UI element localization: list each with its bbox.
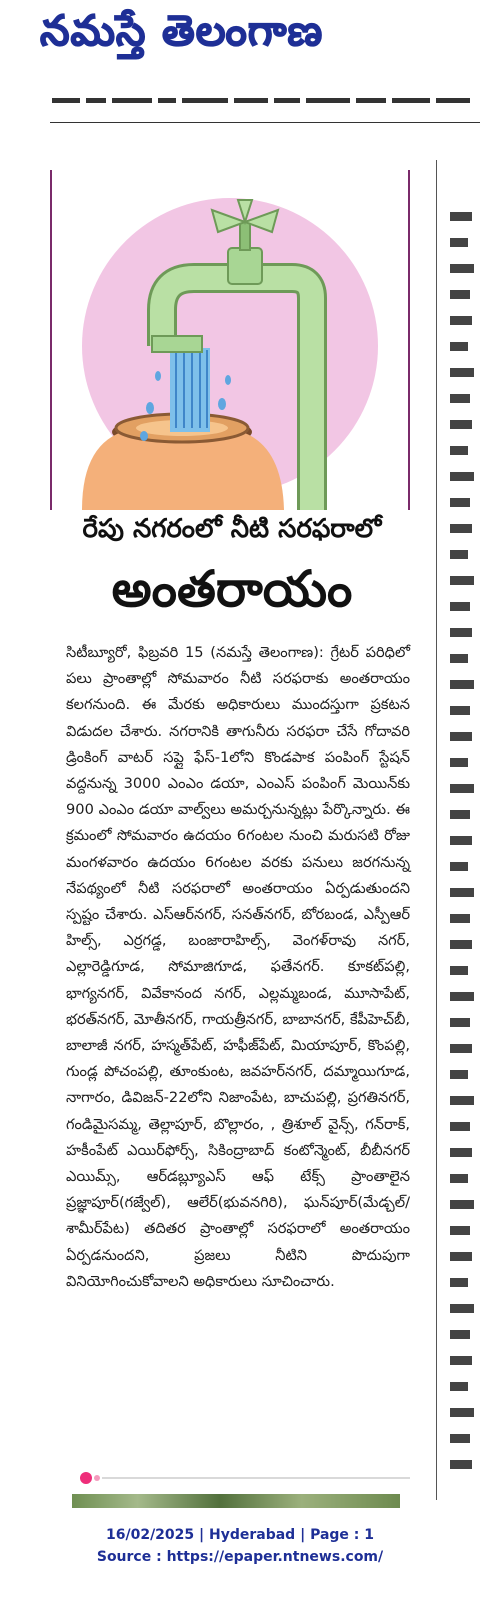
masthead <box>0 0 480 92</box>
article-kicker: రేపు నగరంలో నీటి సరఫరాలో <box>82 514 382 544</box>
newspaper-title: నమస్తే తెలంగాణ <box>40 6 324 55</box>
end-dot-icon <box>80 1472 92 1484</box>
footer-source-link[interactable]: Source : https://epaper.ntnews.com/ <box>96 1549 384 1565</box>
water-tap-icon <box>52 170 408 510</box>
end-divider-line <box>102 1477 410 1479</box>
dateline-strip-graphic <box>52 95 472 105</box>
column-divider <box>436 160 437 1500</box>
next-article-photo-edge <box>72 1494 400 1508</box>
adjacent-column-cropped <box>444 200 480 1500</box>
end-dot-small-icon <box>94 1475 100 1481</box>
article-headline: అంతరాయం <box>111 560 353 618</box>
article-body: సిటీబ్యూరో, ఫిబ్రవరి 15 (నమస్తే తెలంగాణ): గ్రేటర్ పరిధిలో పలు ప్రాంతాల్లో సోమవారం నీటి సరఫరాకు అంతరాయం కలగనుంది. ఈ మేరకు అధికారులు ముందస్తుగా ప్రకటన విడుదల చేశారు. నగరానికి తాగునీరు సరఫరా చేసే గోదావరి డ్రింకింగ్ వాటర్ సప్లై ఫేస్-1లోని కొండపాక పంపింగ్ స్టేషన్ వద్దనున్న 3000 ఎంఎం డయా, ఎంఎస్ పంపింగ్ మెయిన్‌కు 900 ఎంఎం డయా వాల్వ్‌లు అమర్చనున్నట్లు పేర్కొన్నారు. ఈ క్రమంలో సోమవారం ఉదయం 6గంటల నుంచి మరుసటి రోజు మంగళవారం ఉదయం 6గంటల వరకు పనులు జరగనున్న నేపథ్యంలో నీటి సరఫరాలో అంతరాయం ఏర్పడుతుందని స్పష్టం చేశారు. ఎస్ఆర్‌నగర్, సనత్‌నగర్, బోరబండ, ఎస్పీఆర్ హిల్స్, ఎర్రగడ్డ, బంజారాహిల్స్, వెంగళ్‌రావు నగర్, ఎల్లారెడ్డిగూడ, సోమాజిగూడ, ఫతేనగర్. కూకట్‌పల్లి, భాగ్యనగర్, వివేకానంద నగర్, ఎల్లమ్మబండ, మూసాపేట్, భరత్‌నగర్, మోతీనగర్, గాయత్రీనగర్, బాబానగర్, కేపీహెచ్‌బీ, బాలాజీ నగర్, హస్మత్‌పేట్, హఫీజ్‌పేట్, మియాపూర్, కొంపల్లి, గుండ్ల పోచంపల్లి, తూంకుంట, జవహర్‌నగర్, దమ్మాయిగూడ, నాగారం, డివిజన్-22లోని నిజాంపేట, బాచుపల్లి, ప్రగతినగర్, గండిమైసమ్మ, తెల్లాపూర్, బొల్లారం, , త్రిశూల్ వైన్స్, గన్‌రాక్, హకీంపేట్ ఎయిర్‌ఫోర్స్, సికింద్రాబాద్ కంటోన్మెంట్, బీబీనగర్ ఎయిమ్స్, ఆర్‌డబ్ల్యూఎస్ ఆఫ్ టేక్స్ ప్రాంతాలైన ప్రజ్ఞాపూర్(గజ్వేల్), ఆలేర్(భువనగిరి), ఘన్‌పూర్(మేడ్చల్/శామీర్‌పేట) తదితర ప్రాంతాల్లో సరఫరాలో అంతరాయం ఏర్పడనుందని, ప్రజలు నీటిని పొదుపుగా వినియోగించుకోవాలని అధికారులు సూచించారు. <box>66 644 410 1290</box>
page-footer <box>0 1524 480 1568</box>
masthead-rule <box>50 122 480 123</box>
cropped-text-graphic <box>444 200 480 1500</box>
article-end-marker <box>80 1472 410 1484</box>
footer-date-edition: 16/02/2025 | Hyderabad | Page : 1 <box>105 1527 375 1543</box>
water-tap-illustration <box>52 170 408 510</box>
frame-right-border <box>408 170 410 510</box>
masthead-dateline-strip <box>52 95 472 105</box>
